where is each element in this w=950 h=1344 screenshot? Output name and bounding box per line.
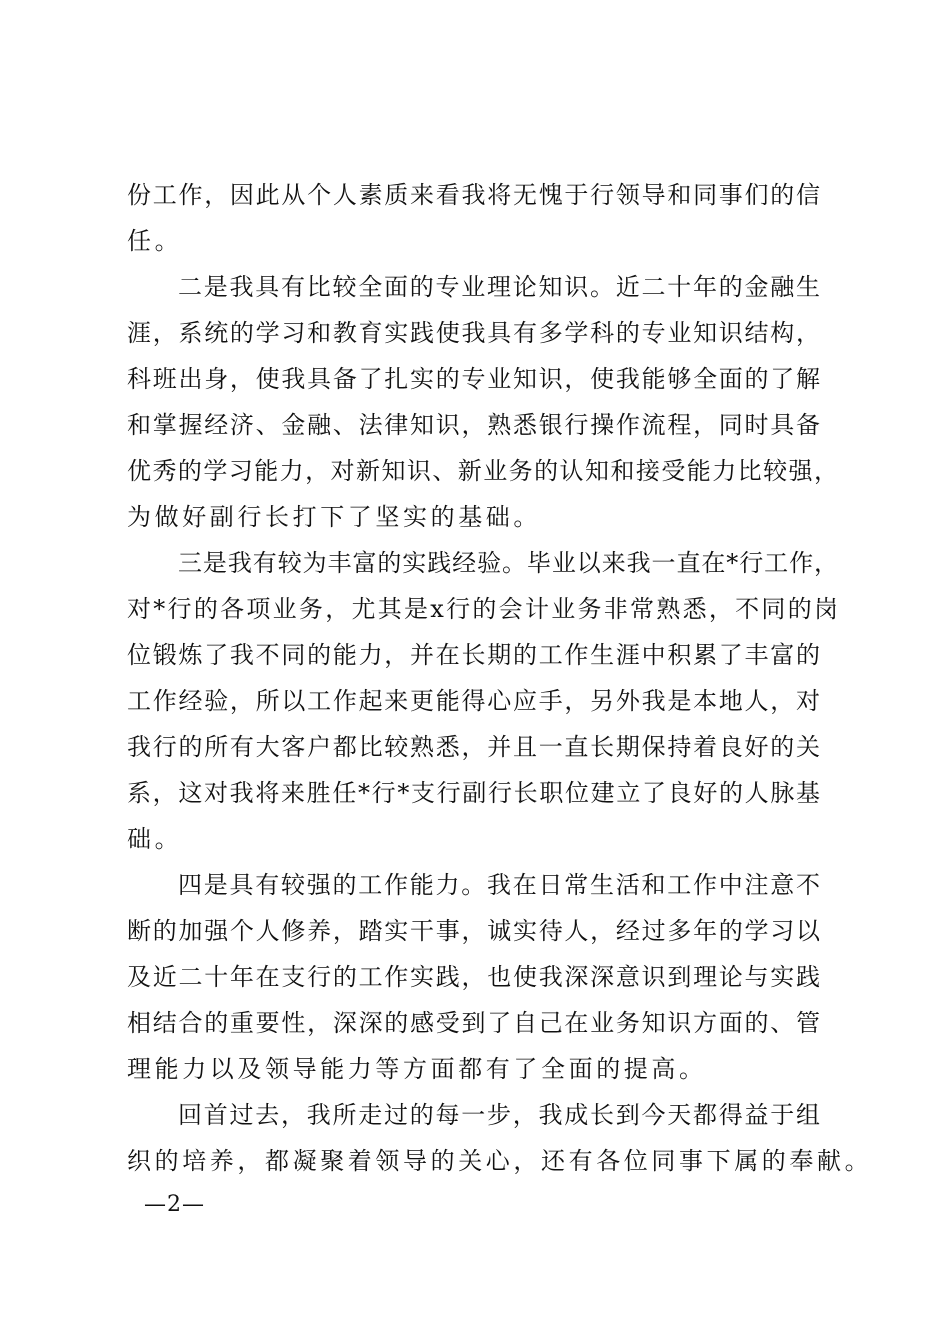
paragraph-professional-knowledge xyxy=(127,264,838,540)
text-line: 及近二十年在支行的工作实践，也使我深深意识到理论与实践 xyxy=(127,963,820,991)
text-line: 份工作，因此从个人素质来看我将无愧于行领导和同事们的信 xyxy=(127,181,820,209)
text-line: 础。 xyxy=(127,825,183,853)
paragraph-continued xyxy=(127,172,820,264)
text-line: 对*行的各项业务，尤其是x行的会计业务非常熟悉，不同的岗 xyxy=(127,595,838,623)
text-line: 位锻炼了我不同的能力，并在长期的工作生涯中积累了丰富的 xyxy=(127,641,820,669)
text-line: 三是我有较为丰富的实践经验。毕业以来我一直在*行工作， xyxy=(178,549,838,577)
page-number: —2— xyxy=(144,1192,205,1217)
paragraph-practical-experience xyxy=(127,540,838,862)
paragraph-looking-back xyxy=(127,1092,873,1184)
text-line: 科班出身，使我具备了扎实的专业知识，使我能够全面的了解 xyxy=(127,365,820,393)
text-line: 相结合的重要性，深深的感受到了自己在业务知识方面的、管 xyxy=(127,1009,820,1037)
text-line: 涯，系统的学习和教育实践使我具有多学科的专业知识结构， xyxy=(127,319,820,347)
text-line: 系，这对我将来胜任*行*支行副行长职位建立了良好的人脉基 xyxy=(127,779,820,807)
text-line: 织的培养，都凝聚着领导的关心，还有各位同事下属的奉献。 xyxy=(127,1147,873,1175)
text-line: 我行的所有大客户都比较熟悉，并且一直长期保持着良好的关 xyxy=(127,733,820,761)
text-line: 断的加强个人修养，踏实干事，诚实待人，经过多年的学习以 xyxy=(127,917,820,945)
text-line: 优秀的学习能力，对新知识、新业务的认知和接受能力比较强， xyxy=(127,457,838,485)
text-line: 二是我具有比较全面的专业理论知识。近二十年的金融生 xyxy=(178,273,820,301)
text-line: 工作经验，所以工作起来更能得心应手，另外我是本地人，对 xyxy=(127,687,820,715)
text-line: 四是具有较强的工作能力。我在日常生活和工作中注意不 xyxy=(178,871,820,899)
text-line: 回首过去，我所走过的每一步，我成长到今天都得益于组 xyxy=(178,1101,820,1129)
text-line: 为做好副行长打下了坚实的基础。 xyxy=(127,503,541,531)
text-line: 和掌握经济、金融、法律知识，熟悉银行操作流程，同时具备 xyxy=(127,411,820,439)
text-line: 理能力以及领导能力等方面都有了全面的提高。 xyxy=(127,1055,707,1083)
paragraph-work-ability xyxy=(127,862,820,1092)
text-line: 任。 xyxy=(127,227,183,255)
body-text xyxy=(127,172,873,1184)
